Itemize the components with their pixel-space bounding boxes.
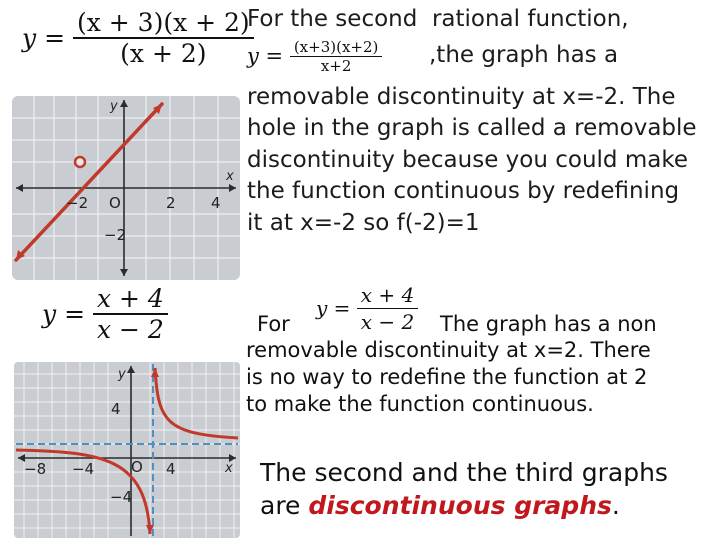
conclusion-prefix: are: [260, 491, 309, 520]
conclusion-line2: [260, 489, 710, 522]
para2-after-eq: The graph has a non: [440, 312, 657, 336]
graph-2-tick-x-neg8: −8: [24, 460, 47, 478]
inline-equation-2-lhs: y =: [316, 296, 351, 320]
para1-line2: [247, 36, 717, 82]
paragraph-removable: [247, 4, 717, 239]
graph-2-tick-x4: 4: [166, 460, 176, 478]
inline-equation-1-lhs: y =: [247, 43, 284, 68]
para1-line1: For the second rational function,: [247, 6, 629, 32]
graph-1-tick-x2: 2: [166, 194, 176, 212]
para1-line2-text: ,the graph has a: [429, 41, 619, 68]
para2-for: For: [257, 312, 290, 336]
inline-equation-2: [316, 282, 418, 335]
equation-2-numerator: x + 4: [96, 284, 164, 313]
graph-1-tick-x-neg2: −2: [66, 194, 89, 212]
para1-line4: hole in the graph is called a removable: [247, 115, 697, 141]
graph-1-x-label: x: [226, 169, 234, 184]
equation-1-denominator: (x + 2): [73, 37, 254, 68]
conclusion: [260, 456, 710, 522]
para2-line2: removable discontinuity at x=2. There: [246, 338, 651, 362]
graph-1-y-label: y: [110, 99, 118, 114]
para1-line7: it at x=-2 so f(-2)=1: [247, 209, 480, 236]
equation-1-lhs: y =: [22, 23, 66, 53]
equation-2-fraction: [93, 284, 168, 344]
conclusion-suffix: .: [611, 491, 620, 520]
conclusion-line1: The second and the third graphs: [260, 458, 668, 487]
graph-2-tick-y4: 4: [111, 400, 121, 418]
equation-2: [42, 284, 168, 344]
graph-2-origin: O: [131, 458, 143, 476]
inline-equation-1-numerator: (x+3)(x+2): [293, 37, 379, 56]
inline-equation-1: [247, 38, 382, 75]
para1-line6: the function continuous by redefining: [247, 178, 680, 204]
graph-1-tick-y-neg2: −2: [104, 226, 127, 244]
para2-line4: to make the function continuous.: [246, 392, 594, 416]
graph-2-tick-x-neg4: −4: [72, 460, 95, 478]
equation-2-denominator: x − 2: [93, 313, 168, 344]
para2-line3: is no way to redefine the function at 2: [246, 365, 648, 389]
graph-1-origin: O: [109, 194, 121, 212]
graph-2-x-label: x: [225, 461, 233, 476]
graph-2-y-label: y: [118, 367, 126, 382]
equation-1-fraction: [73, 8, 254, 68]
equation-1-numerator: (x + 3)(x + 2): [76, 8, 250, 37]
inline-equation-1-denominator: x+2: [290, 56, 383, 75]
graph-removable-discontinuity: [12, 96, 240, 280]
graph-2-tick-y-neg4: −4: [110, 488, 133, 506]
paragraph-non-removable: [246, 280, 718, 418]
inline-equation-2-denominator: x − 2: [357, 308, 418, 335]
inline-equation-2-fraction: [357, 282, 418, 335]
inline-equation-1-fraction: [290, 38, 383, 75]
para1-line3: removable discontinuity at x=-2. The: [247, 83, 676, 110]
discontinuous-graphs-term: discontinuous graphs: [308, 491, 612, 520]
graph-non-removable-discontinuity: [14, 362, 240, 538]
inline-equation-2-numerator: x + 4: [360, 283, 415, 307]
graph-1-hole: [75, 157, 85, 167]
equation-1: [22, 8, 254, 68]
para1-line5: discontinuity because you could make: [247, 146, 688, 173]
para2-line1: [246, 280, 718, 340]
equation-2-lhs: y =: [42, 299, 86, 329]
graph-1-tick-x4: 4: [211, 194, 221, 212]
